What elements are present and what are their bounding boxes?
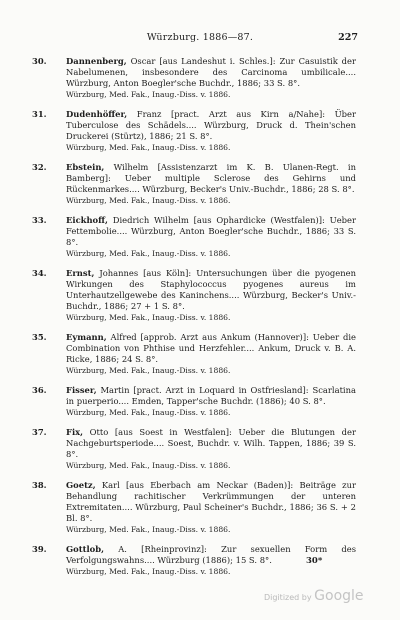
entry-dissertation-note: Würzburg, Med. Fak., Inaug.-Diss. v. 1886. [66, 408, 231, 417]
watermark-brand: Google [314, 588, 364, 604]
entry-number: 37. [32, 427, 47, 437]
entry-author: Dannenberg, [66, 56, 127, 66]
page-number: 227 [338, 32, 358, 43]
entry-number: 36. [32, 385, 47, 395]
entry-author: Eickhoff, [66, 215, 108, 225]
bibliography-entry [0, 332, 400, 376]
entry-list [0, 56, 400, 586]
bibliography-entry [0, 56, 400, 100]
entry-citation: Johannes [aus Köln]: Untersuchungen über die pyogenen Wirkungen des Staphylococcus pyogenes aureus im Unterhautzellgewebe des Kaninchens.... Würzburg, Becker's Univ.-Buchdr., 1886; 27 + 1 S. 8°. [66, 268, 356, 311]
bibliography-entry [0, 427, 400, 471]
entry-number: 39. [32, 544, 47, 554]
entry-number: 35. [32, 332, 47, 342]
bibliography-entry [0, 215, 400, 259]
entry-number: 33. [32, 215, 47, 225]
entry-citation: Otto [aus Soest in Westfalen]: Ueber die Blutungen der Nachgeburtsperiode.... Soest, Buchdr. v. Wilh. Tappen, 1886; 39 S. 8°. [66, 427, 356, 459]
entry-author: Eymann, [66, 332, 107, 342]
entry-text [66, 385, 356, 418]
entry-author: Dudenhöffer, [66, 109, 128, 119]
entry-dissertation-note: Würzburg, Med. Fak., Inaug.-Diss. v. 1886. [66, 249, 231, 258]
entry-author: Fisser, [66, 385, 97, 395]
entry-citation: Franz [pract. Arzt aus Kirn a/Nahe]: Über Tuberculose des Schädels.... Würzburg, Druck d. Thein'schen Druckerei (Stürtz), 1886; 21 S. 8°. [66, 109, 356, 141]
entry-author: Goetz, [66, 480, 96, 490]
entry-text [66, 268, 356, 323]
entry-dissertation-note: Würzburg, Med. Fak., Inaug.-Diss. v. 1886. [66, 143, 231, 152]
bibliography-entry [0, 162, 400, 206]
entry-dissertation-note: Würzburg, Med. Fak., Inaug.-Diss. v. 1886. [66, 196, 231, 205]
header-title: Würzburg. 1886—87. [146, 32, 254, 43]
bibliography-entry [0, 544, 400, 577]
entry-citation: Karl [aus Eberbach am Neckar (Baden)]: Beiträge zur Behandlung rachitischer Verkrümmungen der unteren Extremitaten.... Würzburg, Paul Scheiner's Buchdr., 1886; 36 S. + 2 Bl. 8°. [66, 480, 356, 523]
bibliography-entry [0, 385, 400, 418]
entry-text [66, 215, 356, 259]
entry-dissertation-note: Würzburg, Med. Fak., Inaug.-Diss. v. 1886. [66, 90, 231, 99]
entry-number: 34. [32, 268, 47, 278]
entry-text [66, 480, 356, 535]
entry-number: 31. [32, 109, 47, 119]
entry-author: Ebstein, [66, 162, 105, 172]
entry-dissertation-note: Würzburg, Med. Fak., Inaug.-Diss. v. 1886. [66, 567, 231, 576]
entry-citation: Oscar [aus Landeshut i. Schles.]: Zur Casuistik der Nabelumenen, insbesondere des Carcinoma umbilicale.... Würzburg, Anton Boegler'sche Buchdr., 1886; 33 S. 8°. [66, 56, 356, 88]
entry-citation: Alfred [approb. Arzt aus Ankum (Hannover)]: Ueber die Combination von Phthise und Herzfehler.... Ankum, Druck v. B. A. Ricke, 1886; 24 S. 8°. [66, 332, 356, 364]
entry-text [66, 332, 356, 376]
watermark-prefix: Digitized by [264, 593, 312, 602]
entry-text [66, 162, 356, 206]
entry-author: Gottlob, [66, 544, 105, 554]
entry-dissertation-note: Würzburg, Med. Fak., Inaug.-Diss. v. 1886. [66, 461, 231, 470]
entry-number: 38. [32, 480, 47, 490]
entry-citation: Wilhelm [Assistenzarzt im K. B. Ulanen-Regt. in Bamberg]: Ueber multiple Sclerose des Gehirns und Rückenmarkes.... Würzburg, Becker's Univ.-Buchdr., 1886; 28 S. 8°. [66, 162, 356, 194]
entry-author: Ernst, [66, 268, 95, 278]
digitization-watermark [264, 588, 364, 604]
entry-dissertation-note: Würzburg, Med. Fak., Inaug.-Diss. v. 1886. [66, 525, 231, 534]
entry-dissertation-note: Würzburg, Med. Fak., Inaug.-Diss. v. 1886. [66, 366, 231, 375]
signature-mark: 30* [306, 556, 323, 566]
entry-text [66, 56, 356, 100]
entry-citation: A. [Rheinprovinz]: Zur sexuellen Form des Verfolgungswahns.... Würzburg (1886); 15 S. 8°. [66, 544, 356, 565]
entry-dissertation-note: Würzburg, Med. Fak., Inaug.-Diss. v. 1886. [66, 313, 231, 322]
entry-text [66, 109, 356, 153]
bibliography-entry [0, 109, 400, 153]
bibliography-entry [0, 268, 400, 323]
entry-number: 30. [32, 56, 47, 66]
running-header [0, 32, 400, 46]
entry-text [66, 427, 356, 471]
entry-number: 32. [32, 162, 47, 172]
bibliography-entry [0, 480, 400, 535]
entry-citation: Martin [pract. Arzt in Loquard in Ostfriesland]: Scarlatina in puerperio.... Emden, Tapper'sche Buchdr. (1886); 40 S. 8°. [66, 385, 356, 406]
entry-author: Fix, [66, 427, 84, 437]
entry-citation: Diedrich Wilhelm [aus Ophardicke (Westfalen)]: Ueber Fettembolie.... Würzburg, Anton Boegler'sche Buchdr., 1886; 33 S. 8°. [66, 215, 356, 247]
